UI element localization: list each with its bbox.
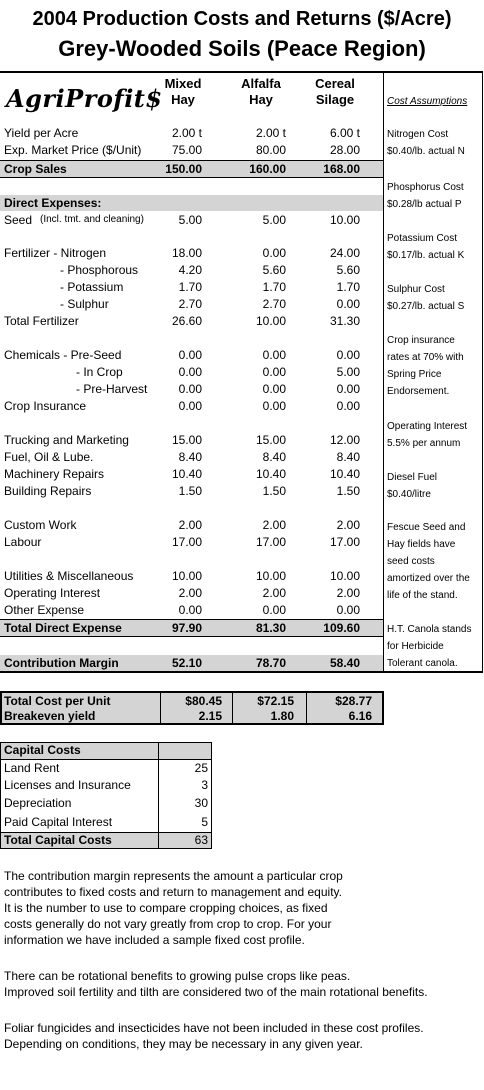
row-value: 10.00 [255, 569, 286, 583]
row-value: 0.00 [178, 382, 202, 396]
row-value: 17.00 [255, 535, 286, 549]
row-label: - Phosphorous [60, 263, 139, 277]
row-value: 0.00 [336, 382, 360, 396]
row-value: 1.70 [336, 280, 360, 294]
assumption-note: Crop insurance [387, 335, 455, 346]
capital-label: Total Capital Costs [4, 833, 112, 847]
row-label: - Sulphur [60, 297, 109, 311]
row-value: 10.00 [255, 314, 286, 328]
assumption-note: rates at 70% with [387, 352, 464, 363]
column-header-alfalfa-hay [226, 76, 296, 108]
summary-row-cost-per-unit [0, 693, 384, 709]
row-total-direct-expense [0, 620, 383, 636]
row-value: 1.70 [178, 280, 202, 294]
row-value: 28.00 [329, 143, 360, 157]
row-value: 0.00 [262, 246, 286, 260]
row-value: 2.00 [336, 586, 360, 600]
row-label: Total Direct Expense [4, 621, 122, 635]
paragraph-line: There can be rotational benefits to growing pulse crops like peas. [4, 969, 351, 983]
capital-value: 3 [201, 778, 208, 792]
row-value: 150.00 [165, 162, 202, 176]
rule [0, 636, 383, 637]
row-label: Seed [4, 213, 33, 227]
capital-row [0, 814, 212, 831]
summary-label: Breakeven yield [4, 709, 96, 723]
row-label: Total Fertilizer [4, 314, 79, 328]
row-yield [0, 125, 383, 141]
capital-row [0, 795, 212, 812]
assumption-note: 5.5% per annum [387, 438, 461, 449]
row-value: 2.70 [262, 297, 286, 311]
row-value: 5.00 [336, 365, 360, 379]
row-value: 75.00 [171, 143, 202, 157]
row-value: 2.70 [178, 297, 202, 311]
row-value: 5.00 [262, 213, 286, 227]
row-value: 10.40 [255, 467, 286, 481]
column-header-mixed-hay [148, 76, 218, 108]
row-value: 1.50 [262, 484, 286, 498]
paragraph-line: Improved soil fertility and tilth are considered two of the main rotational benefits. [4, 985, 428, 999]
row-value: 5.00 [178, 213, 202, 227]
row-operating-interest [0, 585, 383, 601]
row-market-price [0, 142, 383, 158]
row-value: 10.00 [171, 569, 202, 583]
assumption-note: for Herbicide [387, 641, 444, 652]
row-value: 10.40 [329, 467, 360, 481]
row-label: Exp. Market Price ($/Unit) [4, 143, 142, 157]
paragraph-line: The contribution margin represents the amount a particular crop [4, 869, 343, 883]
row-contribution-margin [0, 655, 383, 671]
row-value: 97.90 [171, 621, 202, 635]
row-chem-incrop [0, 364, 383, 380]
row-value: 0.00 [262, 365, 286, 379]
row-fuel [0, 449, 383, 465]
row-label: Contribution Margin [4, 656, 119, 670]
row-label: Other Expense [4, 603, 85, 617]
column-header-line: Silage [315, 92, 355, 107]
capital-header [0, 742, 212, 759]
row-value: 2.00 [262, 586, 286, 600]
assumption-note: Hay fields have [387, 539, 456, 550]
row-value: 2.00 [178, 586, 202, 600]
row-value: 10.00 [329, 213, 360, 227]
row-utilities [0, 568, 383, 584]
row-direct-expenses [0, 195, 383, 211]
assumption-note: Diesel Fuel [387, 472, 438, 483]
assumption-note: Nitrogen Cost [387, 129, 449, 140]
row-crop-insurance [0, 398, 383, 414]
capital-total-row [0, 832, 212, 849]
assumption-note: $0.40/litre [387, 489, 431, 500]
row-value: 0.00 [262, 382, 286, 396]
assumption-note: life of the stand. [387, 590, 458, 601]
row-value: 26.60 [171, 314, 202, 328]
row-value: 12.00 [329, 433, 360, 447]
row-value: 0.00 [262, 399, 286, 413]
row-value: 2.00 t [255, 126, 286, 140]
page-subtitle: Grey-Wooded Soils (Peace Region) [58, 36, 426, 61]
assumption-note: Potassium Cost [387, 233, 458, 244]
row-value: 31.30 [329, 314, 360, 328]
column-header-cereal-silage [300, 76, 370, 108]
row-crop-sales [0, 161, 383, 177]
row-value: 1.70 [262, 280, 286, 294]
row-label: Labour [4, 535, 42, 549]
row-value: 78.70 [255, 656, 286, 670]
row-value: 5.60 [262, 263, 286, 277]
row-label: Utilities & Miscellaneous [4, 569, 134, 583]
assumption-note: seed costs [387, 556, 435, 567]
row-value: 5.60 [336, 263, 360, 277]
row-value: 8.40 [336, 450, 360, 464]
row-value: 0.00 [262, 603, 286, 617]
row-value: 2.00 [262, 518, 286, 532]
row-value: 109.60 [323, 621, 360, 635]
row-label: Chemicals - Pre-Seed [4, 348, 122, 362]
assumption-note: Fescue Seed and [387, 522, 466, 533]
row-value: 80.00 [255, 143, 286, 157]
summary-value: 1.80 [270, 709, 294, 723]
row-value: 2.00 [178, 518, 202, 532]
summary-row-breakeven [0, 708, 384, 724]
assumption-note: $0.40/lb. actual N [387, 146, 465, 157]
row-chem-preharvest [0, 381, 383, 397]
row-fert-potassium [0, 279, 383, 295]
row-value: 0.00 [178, 365, 202, 379]
row-value: 1.50 [336, 484, 360, 498]
row-label: Fuel, Oil & Lube. [4, 450, 94, 464]
row-value: 0.00 [336, 603, 360, 617]
row-value: 4.20 [178, 263, 202, 277]
assumption-note: Endorsement. [387, 386, 450, 397]
assumption-note: Tolerant canola. [387, 658, 458, 669]
row-value: 8.40 [262, 450, 286, 464]
column-header-line: Hay [171, 92, 195, 107]
capital-label: Depreciation [4, 796, 72, 810]
row-value: 0.00 [178, 348, 202, 362]
row-labour [0, 534, 383, 550]
capital-value: 25 [194, 761, 208, 775]
assumption-note: $0.27/lb. actual S [387, 301, 465, 312]
row-value: 6.00 t [329, 126, 360, 140]
row-value: 0.00 [178, 399, 202, 413]
assumption-note: H.T. Canola stands [387, 624, 472, 635]
row-trucking [0, 432, 383, 448]
row-fert-sulphur [0, 296, 383, 312]
row-seed [0, 212, 383, 228]
row-value: 2.00 [336, 518, 360, 532]
row-other-expense [0, 602, 383, 618]
rule [0, 177, 383, 178]
cost-assumptions-header: Cost Assumptions [387, 96, 468, 107]
row-fert-phosphorous [0, 262, 383, 278]
row-value: 18.00 [171, 246, 202, 260]
assumption-note: Spring Price [387, 369, 442, 380]
row-value: 0.00 [336, 399, 360, 413]
assumption-note: Sulphur Cost [387, 284, 445, 295]
row-fert-nitrogen [0, 245, 383, 261]
row-machinery [0, 466, 383, 482]
column-header-line: Cereal [315, 76, 355, 91]
paragraph-line: Depending on conditions, they may be necessary in any given year. [4, 1037, 363, 1051]
paragraph-line: information we have included a sample fixed cost profile. [4, 933, 305, 947]
paragraph-line: Foliar fungicides and insecticides have not been included in these cost profiles. [4, 1021, 424, 1035]
capital-header-label: Capital Costs [4, 743, 81, 757]
paragraph-line: costs generally do not vary greatly from crop to crop. For your [4, 917, 332, 931]
row-value: 10.40 [171, 467, 202, 481]
capital-value: 63 [194, 833, 208, 847]
capital-value: 30 [194, 796, 208, 810]
table-divider [383, 71, 384, 673]
summary-label: Total Cost per Unit [4, 694, 111, 708]
column-header-line: Hay [249, 92, 273, 107]
paragraph-line: It is the number to use to compare cropping choices, as fixed [4, 901, 328, 915]
row-value: 81.30 [255, 621, 286, 635]
capital-costs-table [0, 742, 212, 849]
capital-label: Paid Capital Interest [4, 815, 113, 829]
row-value: 8.40 [178, 450, 202, 464]
row-value: 168.00 [323, 162, 360, 176]
paragraph-line: contributes to fixed costs and return to management and equity. [4, 885, 342, 899]
row-value: 2.00 t [171, 126, 202, 140]
row-value: 15.00 [171, 433, 202, 447]
row-value: 0.00 [336, 297, 360, 311]
row-label: Direct Expenses: [4, 196, 102, 210]
row-total-fertilizer [0, 313, 383, 329]
assumption-note: amortized over the [387, 573, 470, 584]
row-label: Yield per Acre [4, 126, 79, 140]
summary-value: 2.15 [198, 709, 222, 723]
row-value: 0.00 [262, 348, 286, 362]
row-label: Building Repairs [4, 484, 92, 498]
summary-value: $80.45 [185, 694, 222, 708]
assumption-note: $0.28/lb actual P [387, 199, 462, 210]
summary-value: $72.15 [257, 694, 294, 708]
row-value: 24.00 [329, 246, 360, 260]
capital-label: Licenses and Insurance [4, 778, 131, 792]
capital-label: Land Rent [4, 761, 60, 775]
row-chem-preseed [0, 347, 383, 363]
row-value: 58.40 [329, 656, 360, 670]
row-label-note: (Incl. tmt. and cleaning) [40, 214, 144, 225]
row-label: - Pre-Harvest [76, 382, 148, 396]
row-value: 15.00 [255, 433, 286, 447]
row-value: 17.00 [329, 535, 360, 549]
row-label: Custom Work [4, 518, 77, 532]
capital-row [0, 777, 212, 794]
assumption-note: $0.17/lb. actual K [387, 250, 465, 261]
row-label: Trucking and Marketing [4, 433, 129, 447]
agriprofit-logo: AgriProfit$ [6, 84, 163, 113]
row-custom-work [0, 517, 383, 533]
page-title: 2004 Production Costs and Returns ($/Acre) [32, 8, 452, 30]
summary-value: 6.16 [348, 709, 372, 723]
capital-value: 5 [201, 815, 208, 829]
column-header-line: Alfalfa [241, 76, 281, 91]
column-header-line: Mixed [164, 76, 202, 91]
row-label: Operating Interest [4, 586, 101, 600]
row-value: 17.00 [171, 535, 202, 549]
row-value: 0.00 [178, 603, 202, 617]
row-label: Fertilizer - Nitrogen [4, 246, 107, 260]
row-value: 0.00 [336, 348, 360, 362]
row-value: 1.50 [178, 484, 202, 498]
row-value: 10.00 [329, 569, 360, 583]
row-value: 160.00 [249, 162, 286, 176]
row-label: - In Crop [76, 365, 123, 379]
row-label: - Potassium [60, 280, 124, 294]
assumption-note: Operating Interest [387, 421, 468, 432]
row-value: 52.10 [171, 656, 202, 670]
assumption-note: Phosphorus Cost [387, 182, 464, 193]
row-label: Crop Sales [4, 162, 67, 176]
row-building [0, 483, 383, 499]
row-label: Machinery Repairs [4, 467, 105, 481]
summary-value: $28.77 [335, 694, 372, 708]
row-label: Crop Insurance [4, 399, 87, 413]
capital-row [0, 760, 212, 777]
